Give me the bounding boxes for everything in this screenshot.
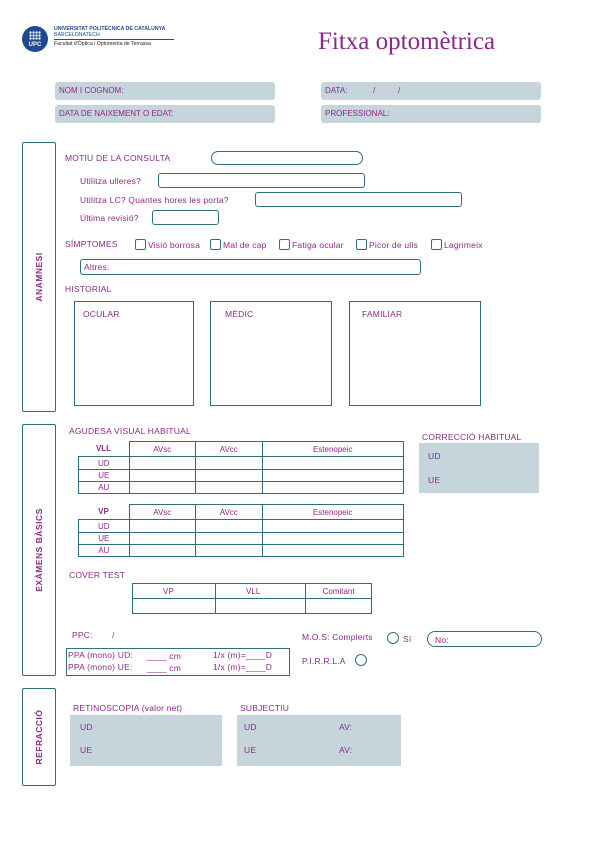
vll-label: VLL	[79, 442, 130, 457]
refraccio-section-tab	[22, 688, 56, 786]
av-cell[interactable]	[262, 545, 404, 557]
av-cell[interactable]	[129, 520, 196, 533]
symptom-fatigue[interactable]	[279, 239, 344, 250]
symptom-label: Visió borrosa	[148, 240, 201, 250]
symptom-itch[interactable]	[356, 239, 418, 250]
row-label: UD	[79, 457, 130, 470]
date-sep2: /	[398, 86, 401, 95]
checkbox[interactable]	[135, 239, 146, 250]
av-cell[interactable]	[196, 482, 263, 494]
retino-ud: UD	[80, 722, 93, 732]
vp-table	[78, 504, 404, 557]
motiu-input[interactable]	[211, 151, 363, 165]
cover-cell[interactable]	[133, 599, 216, 614]
ppa-ud-value: ____ cm	[147, 651, 182, 661]
row-label: AU	[79, 545, 130, 557]
subjectiu-ud-av: AV:	[339, 722, 353, 732]
subjectiu-label: SUBJECTIU	[240, 703, 290, 713]
date-field[interactable]	[321, 82, 541, 100]
av-cell[interactable]	[129, 482, 196, 494]
av-cell[interactable]	[129, 533, 196, 545]
av-cell[interactable]	[196, 470, 263, 482]
symptom-label: Fatiga ocular	[292, 240, 344, 250]
altres-label: Altres:	[84, 262, 110, 272]
retino-label: RETINOSCOPIA (valor net)	[73, 703, 183, 713]
col-header: AVcc	[196, 442, 263, 457]
row-label: UD	[79, 520, 130, 533]
revisio-label: Última revisió?	[80, 213, 139, 223]
historial-medic-box[interactable]	[210, 301, 332, 406]
faculty-name: Facultat d'Òptica i Optometria de Terrassa	[54, 41, 151, 47]
anamnesi-label: ANAMNESI	[34, 252, 44, 302]
altres-input[interactable]	[80, 259, 421, 275]
cover-header: VLL	[216, 584, 306, 599]
lc-input[interactable]	[255, 192, 462, 207]
correccio-label: CORRECCIÓ HABITUAL	[422, 432, 522, 442]
av-cell[interactable]	[262, 520, 404, 533]
refraccio-label: REFRACCIÓ	[34, 709, 44, 765]
cover-cell[interactable]	[216, 599, 306, 614]
av-cell[interactable]	[262, 482, 404, 494]
av-cell[interactable]	[196, 520, 263, 533]
retino-box[interactable]	[70, 715, 222, 766]
col-header: Estenopeic	[262, 442, 404, 457]
header-divider	[54, 39, 174, 40]
professional-field[interactable]	[321, 105, 541, 123]
anamnesi-section-tab	[22, 142, 56, 412]
mos-si-label: Sí	[403, 634, 412, 644]
professional-label: PROFESSIONAL:	[325, 109, 390, 118]
university-line2: BARCELONATECH	[54, 32, 100, 38]
ppa-ud-formula: 1/x (m)=____D	[213, 650, 273, 660]
medic-label: MÈDIC	[225, 309, 254, 319]
historial-familiar-box[interactable]	[349, 301, 481, 406]
mos-si-radio[interactable]	[387, 632, 399, 644]
ulleres-label: Utilitza ulleres?	[80, 176, 142, 186]
retino-ue: UE	[80, 745, 93, 755]
mos-label: M.O.S: Complerts	[302, 632, 373, 642]
university-line1: UNIVERSITAT POLITÈCNICA DE CATALUNYA	[54, 26, 166, 32]
checkbox[interactable]	[431, 239, 442, 250]
subjectiu-box[interactable]	[237, 715, 401, 766]
historial-ocular-box[interactable]	[74, 301, 194, 406]
ppa-ue-value: ____ cm	[147, 663, 182, 673]
familiar-label: FAMILIAR	[362, 309, 403, 319]
av-cell[interactable]	[196, 533, 263, 545]
vll-table	[78, 441, 404, 494]
birth-field[interactable]	[55, 105, 275, 123]
name-label: NOM I COGNOM:	[59, 86, 124, 95]
checkbox[interactable]	[210, 239, 221, 250]
symptom-tearing[interactable]	[431, 239, 483, 250]
checkbox[interactable]	[356, 239, 367, 250]
row-label: AU	[79, 482, 130, 494]
col-header: AVcc	[196, 505, 263, 520]
col-header: AVsc	[129, 505, 196, 520]
symptom-label: Mal de cap	[223, 240, 267, 250]
upc-logo	[22, 26, 48, 52]
agudesa-label: AGUDESA VISUAL HABITUAL	[69, 426, 191, 436]
pirrla-radio[interactable]	[355, 654, 367, 666]
ocular-label: OCULAR	[83, 309, 120, 319]
mos-no-label: No:	[435, 635, 449, 645]
name-field[interactable]	[55, 82, 275, 100]
lc-label: Utilitza LC? Quantes hores les porta?	[80, 195, 229, 205]
av-cell[interactable]	[262, 470, 404, 482]
examens-label: EXÀMENS BÀSICS	[34, 508, 44, 592]
logo-text: UPC	[28, 42, 42, 48]
correccio-ud: UD	[428, 451, 441, 461]
date-sep1: /	[373, 86, 376, 95]
examens-section-tab	[22, 424, 56, 676]
motiu-label: MOTIU DE LA CONSULTA	[65, 153, 171, 163]
cover-cell[interactable]	[306, 599, 372, 614]
simptomes-label: SÍMPTOMES	[65, 239, 118, 249]
av-cell[interactable]	[129, 545, 196, 557]
ppa-ue-formula: 1/x (m)=____D	[213, 662, 273, 672]
av-cell[interactable]	[129, 457, 196, 470]
pirrla-label: P.I.R.R.L.A	[302, 656, 346, 666]
symptom-vision[interactable]	[135, 239, 200, 250]
cover-header: Comitant	[306, 584, 372, 599]
row-label: UE	[79, 470, 130, 482]
correccio-ue: UE	[428, 475, 441, 485]
symptom-headache[interactable]	[210, 239, 267, 250]
av-cell[interactable]	[262, 533, 404, 545]
mos-no-input[interactable]	[427, 631, 542, 647]
ppc-label: PPC:	[72, 630, 93, 640]
vp-label: VP	[79, 505, 130, 520]
subjectiu-ud: UD	[244, 722, 257, 732]
page-title: Fitxa optomètrica	[318, 28, 496, 55]
subjectiu-ue: UE	[244, 745, 257, 755]
cover-header: VP	[133, 584, 216, 599]
ppa-ud-label: PPA (mono) UD:	[68, 650, 133, 660]
logo-dots	[29, 31, 41, 40]
ppa-box[interactable]	[66, 648, 290, 676]
subjectiu-ue-av: AV:	[339, 745, 353, 755]
ulleres-input[interactable]	[158, 173, 365, 188]
date-label: DATA:	[325, 86, 348, 95]
av-cell[interactable]	[262, 457, 404, 470]
av-cell[interactable]	[129, 470, 196, 482]
symptom-label: Picor de ulls	[369, 240, 418, 250]
revisio-input[interactable]	[152, 210, 219, 225]
checkbox[interactable]	[279, 239, 290, 250]
cover-label: COVER TEST	[69, 570, 126, 580]
av-cell[interactable]	[196, 545, 263, 557]
col-header: Estenopeic	[262, 505, 404, 520]
historial-label: HISTORIAL	[65, 284, 112, 294]
row-label: UE	[79, 533, 130, 545]
cover-table	[132, 583, 372, 614]
birth-label: DATA DE NAIXEMENT O EDAT:	[59, 109, 174, 118]
ppc-separator: /	[112, 630, 115, 640]
symptom-label: Lagrimeix	[444, 240, 483, 250]
col-header: AVsc	[129, 442, 196, 457]
correccio-box[interactable]	[419, 443, 539, 493]
av-cell[interactable]	[196, 457, 263, 470]
ppa-ue-label: PPA (mono) UE:	[68, 662, 133, 672]
